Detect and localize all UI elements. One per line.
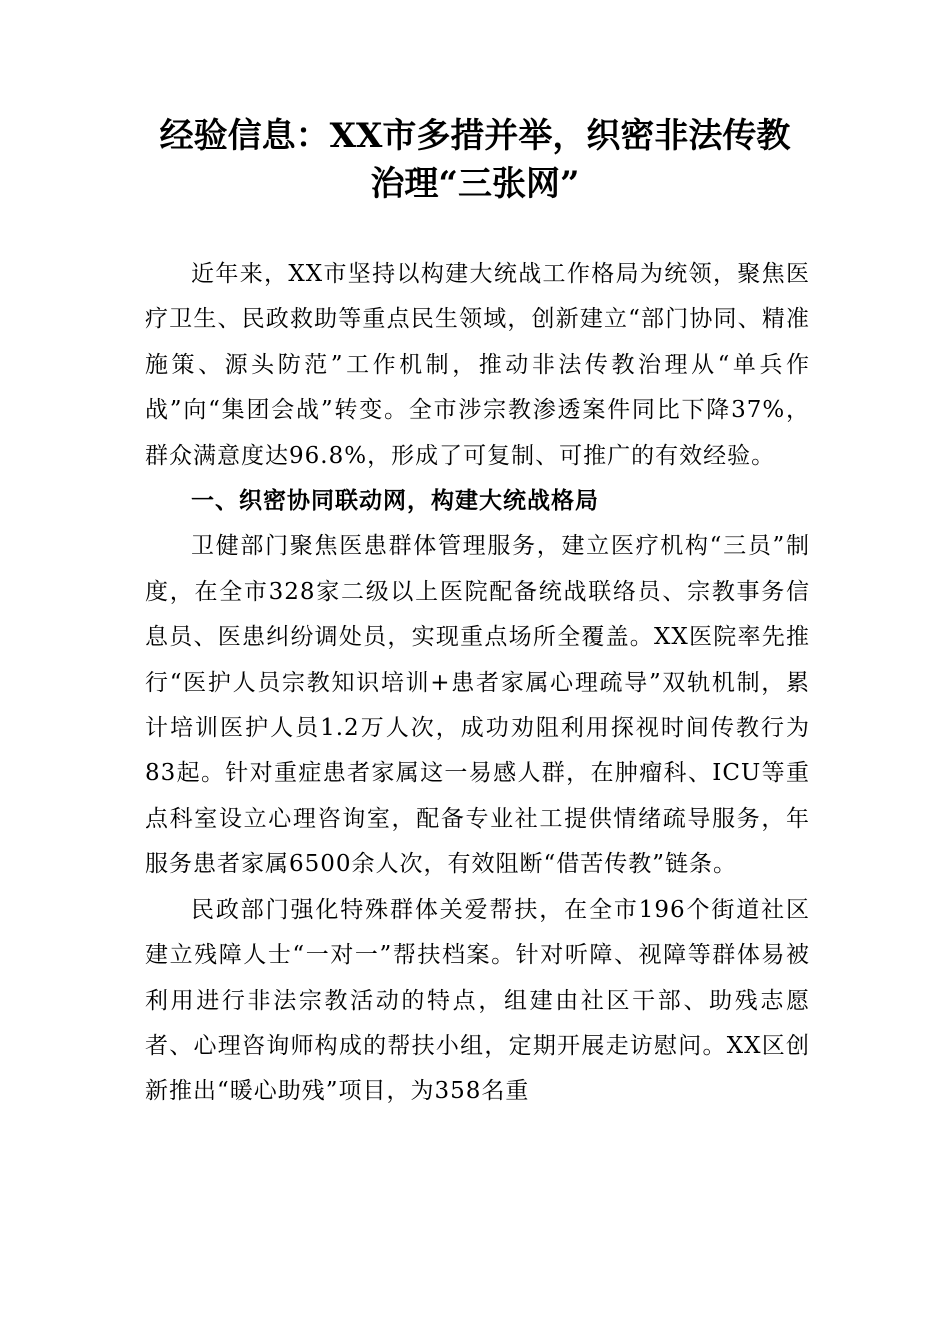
title-line-2: 治理“三张网” xyxy=(370,164,580,204)
title-line-1: 经验信息：XX市多措并举，织密非法传教 xyxy=(159,116,791,156)
section-1-paragraph-2: 民政部门强化特殊群体关爱帮扶，在全市196个街道社区建立残障人士“一对一”帮扶档案。针对听障、视障等群体易被利用进行非法宗教活动的特点，组建由社区干部、助残志愿者、心理咨询师构成的帮扶小组，定期开展走访慰问。XX区创新推出“暖心助残”项目，为358名重 xyxy=(145,896,810,1105)
document-body xyxy=(145,252,810,1115)
intro-paragraph: 近年来，XX市坚持以构建大统战工作格局为统领，聚焦医疗卫生、民政救助等重点民生领域，创新建立“部门协同、精准施策、源头防范”工作机制，推动非法传教治理从“单兵作战”向“集团会战”转变。全市涉宗教渗透案件同比下降37%，群众满意度达96.8%，形成了可复制、可推广的有效经验。 xyxy=(145,261,810,469)
section-heading-1: 一、织密协同联动网，构建大统战格局 xyxy=(191,488,599,515)
section-1-paragraph-1: 卫健部门聚焦医患群体管理服务，建立医疗机构“三员”制度，在全市328家二级以上医院配备统战联络员、宗教事务信息员、医患纠纷调处员，实现重点场所全覆盖。XX医院率先推行“医护人员宗教知识培训+患者家属心理疏导”双轨机制，累计培训医护人员1.2万人次，成功劝阻利用探视时间传教行为83起。针对重症患者家属这一易感人群，在肿瘤科、ICU等重点科室设立心理咨询室，配备专业社工提供情绪疏导服务，年服务患者家属6500余人次，有效阻断“借苦传教”链条。 xyxy=(145,533,810,878)
document-title xyxy=(140,112,810,208)
